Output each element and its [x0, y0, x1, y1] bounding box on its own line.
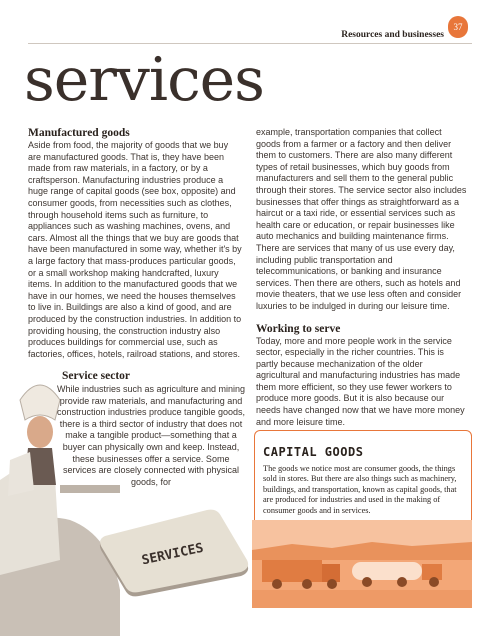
trucks-photo	[252, 520, 472, 608]
page-title: services	[24, 45, 264, 115]
manufactured-goods-text: Aside from food, the majority of goods that we buy are manufactured goods. That is, they have been made from raw materials, in a factory, or by a craftsperson. Manufacturing industries produce a huge range of capital goods (see box, opposite) and consumer goods, from necessities such as clothes, through household items such as furniture, to appliances such as washing machines, ovens, and cars. Almost all the things that we buy are goods that have been manufactured in some way, whether it's by a large factory that mass-produces particular goods, or a small workshop making handcrafted, luxury items. In addition to the manufactured goods that we have in our homes, we need the houses themselves to live in. Buildings are also a kind of good, and are produced by the construction industries. In addition to providing housing, the construction industry also produces buildings for commercial use, such as factories, offices, hotels, railroad stations, and stores.	[28, 140, 242, 359]
header-rule	[28, 43, 472, 44]
service-sector-heading: Service sector	[62, 370, 131, 382]
left-column	[28, 127, 242, 360]
page-number: 37	[448, 16, 468, 38]
right-column	[256, 127, 468, 428]
capital-goods-box	[254, 430, 472, 530]
manufactured-goods-heading: Manufactured goods	[28, 127, 130, 139]
service-sector-text: While industries such as agriculture and mining provide raw materials, and manufacturing and construction industries produce tangible goods, there is a third sector of industry that does not make a tangible product—something that a buyer can physically own and keep. Instead, these businesses offer a service. Some services are closely connected with physical goods, for	[56, 384, 246, 487]
right-column-continuation: example, transportation companies that collect goods from a farmer or a factory and then deliver them to customers. There are also many different types of retail businesses, which buy goods from manufacturers and sell them to the general public through their stores. The service sector also includes businesses that offer things as straightforward as a haircut or a taxi ride, or essential services such as health care or education, or repair businesses like auto mechanics and building maintenance firms. There are services that many of us use every day, including public transportation and telecommunications, or banking and insurance services. Then there are others, such as hotels and movie theaters, that we use less often and consider luxuries to be indulged in during our leisure time.	[256, 127, 467, 311]
working-to-serve-text: Today, more and more people work in the service sector, especially in the richer countries. This is partly because mechanization of the older agricultural and manufacturing industries has made them more efficient, so they use fewer workers to produce more goods. But it is also because our needs have changed now that we have more money and more leisure time.	[256, 335, 465, 427]
tag-label: SERVICES	[140, 540, 205, 569]
services-tag-illustration	[95, 506, 255, 600]
working-to-serve-heading: Working to serve	[256, 322, 341, 335]
capital-goods-text: The goods we notice most are consumer goods, the things sold in stores. But there are also things such as machinery, buildings, and transportation, known as capital goods, that are produced for industries and used in the making of consumer goods and in services.	[263, 464, 457, 515]
section-title: Resources and businesses	[341, 30, 444, 40]
capital-goods-heading: CAPITAL GOODS	[263, 445, 364, 459]
